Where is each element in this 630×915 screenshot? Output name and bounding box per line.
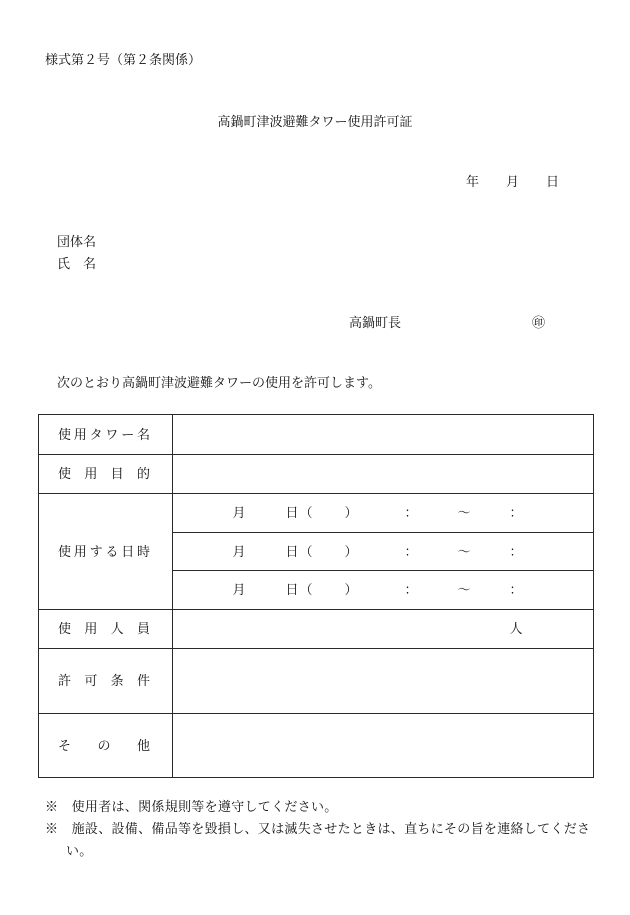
- label-char: 時: [136, 543, 150, 559]
- form-number: 様式第２号（第２条関係）: [45, 52, 202, 67]
- datetime-label: [58, 544, 150, 560]
- label-char: タ: [89, 426, 103, 442]
- person-name-label: [57, 256, 96, 272]
- label-char: 人: [110, 621, 124, 636]
- label-char: そ: [58, 737, 72, 753]
- headcount-value: [173, 610, 594, 649]
- intro-sentence: 次のとおり高鍋町津波避難タワーの使用を許可します。: [57, 375, 381, 390]
- label-char: ワ: [105, 426, 119, 442]
- table-row-tower-name: [39, 415, 594, 455]
- label-char: 目: [110, 466, 124, 481]
- permit-table: [38, 414, 594, 778]
- weekday-paren-close: ）: [344, 543, 358, 559]
- weekday-paren-open: （: [299, 505, 313, 520]
- label-char: 員: [136, 621, 150, 636]
- label-char: 日: [121, 543, 135, 559]
- label-char: 件: [136, 673, 150, 688]
- label-char: ー: [121, 426, 135, 442]
- start-time-separator: ：: [404, 543, 418, 559]
- issue-date-day: 日: [546, 174, 560, 189]
- issuer-title: 高鍋町長: [349, 315, 402, 330]
- weekday-paren-close: ）: [344, 505, 358, 520]
- range-separator: ～: [457, 582, 471, 597]
- weekday-paren-open: （: [299, 543, 313, 559]
- note-compliance: ※ 使用者は、関係規則等を遵守してください。: [45, 799, 338, 814]
- start-time-separator: ：: [404, 582, 418, 597]
- table-row-purpose: [39, 455, 594, 494]
- datetime-value-1: [173, 494, 594, 533]
- note-damage-report: ※ 施設、設備、備品等を毀損し、又は滅失させたときは、直ちにその旨を連絡してください。: [45, 821, 591, 858]
- label-char: 許: [58, 673, 72, 688]
- day-unit: 日: [285, 582, 299, 597]
- datetime-line: [173, 582, 593, 598]
- label-char: 使: [58, 466, 72, 481]
- table-row-datetime-1: [39, 494, 594, 533]
- label-char: 的: [136, 466, 150, 481]
- label-char: 名: [83, 256, 97, 271]
- document-title: 高鍋町津波避難タワー使用許可証: [217, 114, 413, 129]
- range-separator: ～: [457, 543, 471, 559]
- conditions-value: [173, 649, 594, 714]
- purpose-label: [58, 466, 150, 482]
- label-char: [78, 738, 91, 754]
- datetime-line: [173, 505, 593, 521]
- label-char: [71, 466, 84, 482]
- label-cell: [39, 494, 173, 610]
- range-separator: ～: [457, 505, 471, 520]
- label-char: 用: [73, 426, 87, 442]
- datetime-value-2: [173, 533, 594, 571]
- label-char: の: [97, 737, 111, 753]
- label-char: 他: [136, 737, 150, 753]
- label-char: 使: [58, 426, 72, 442]
- label-char: [97, 673, 110, 689]
- label-char: 可: [84, 673, 98, 688]
- issue-date-year: 年: [466, 174, 480, 189]
- purpose-value: [173, 455, 594, 494]
- issue-date-month: 月: [506, 174, 520, 189]
- table-row-conditions: [39, 649, 594, 714]
- table-row-headcount: [39, 610, 594, 649]
- label-cell: [39, 415, 173, 455]
- weekday-paren-open: （: [299, 582, 313, 597]
- label-char: [97, 466, 110, 482]
- label-char: [117, 738, 130, 754]
- label-cell: [39, 649, 173, 714]
- month-unit: 月: [232, 505, 246, 520]
- label-char: 氏: [57, 256, 71, 271]
- day-unit: 日: [285, 505, 299, 520]
- label-cell: [39, 455, 173, 494]
- label-char: 用: [73, 543, 87, 559]
- tower-name-value: [173, 415, 594, 455]
- label-char: る: [105, 543, 119, 559]
- table-row-other: [39, 714, 594, 778]
- label-char: [97, 621, 110, 637]
- label-cell: [39, 714, 173, 778]
- label-char: [71, 673, 84, 689]
- day-unit: 日: [285, 543, 299, 559]
- label-char: 条: [110, 673, 124, 688]
- datetime-line: [173, 544, 593, 560]
- month-unit: 月: [232, 543, 246, 559]
- label-char: 使: [58, 543, 72, 559]
- label-char: [70, 256, 83, 272]
- other-label: [58, 738, 150, 754]
- label-char: [124, 466, 137, 482]
- label-cell: [39, 610, 173, 649]
- end-time-separator: ：: [509, 505, 523, 520]
- org-name-label: 団体名: [57, 234, 97, 249]
- weekday-paren-close: ）: [344, 582, 358, 597]
- label-char: 用: [84, 621, 98, 636]
- label-char: 用: [84, 466, 98, 481]
- headcount-unit: 人: [509, 621, 523, 636]
- month-unit: 月: [232, 582, 246, 597]
- other-value: [173, 714, 594, 778]
- label-char: [71, 621, 84, 637]
- headcount-line: [173, 621, 593, 637]
- datetime-value-3: [173, 571, 594, 610]
- notes: [45, 796, 593, 862]
- label-char: [124, 621, 137, 637]
- headcount-label: [58, 621, 150, 637]
- label-char: 名: [136, 426, 150, 442]
- label-char: [124, 673, 137, 689]
- label-char: す: [89, 543, 103, 559]
- tower-name-label: [58, 427, 150, 443]
- seal-mark: ㊞: [532, 315, 546, 330]
- end-time-separator: ：: [509, 543, 523, 559]
- start-time-separator: ：: [404, 505, 418, 520]
- label-char: 使: [58, 621, 72, 636]
- conditions-label: [58, 673, 150, 689]
- end-time-separator: ：: [509, 582, 523, 597]
